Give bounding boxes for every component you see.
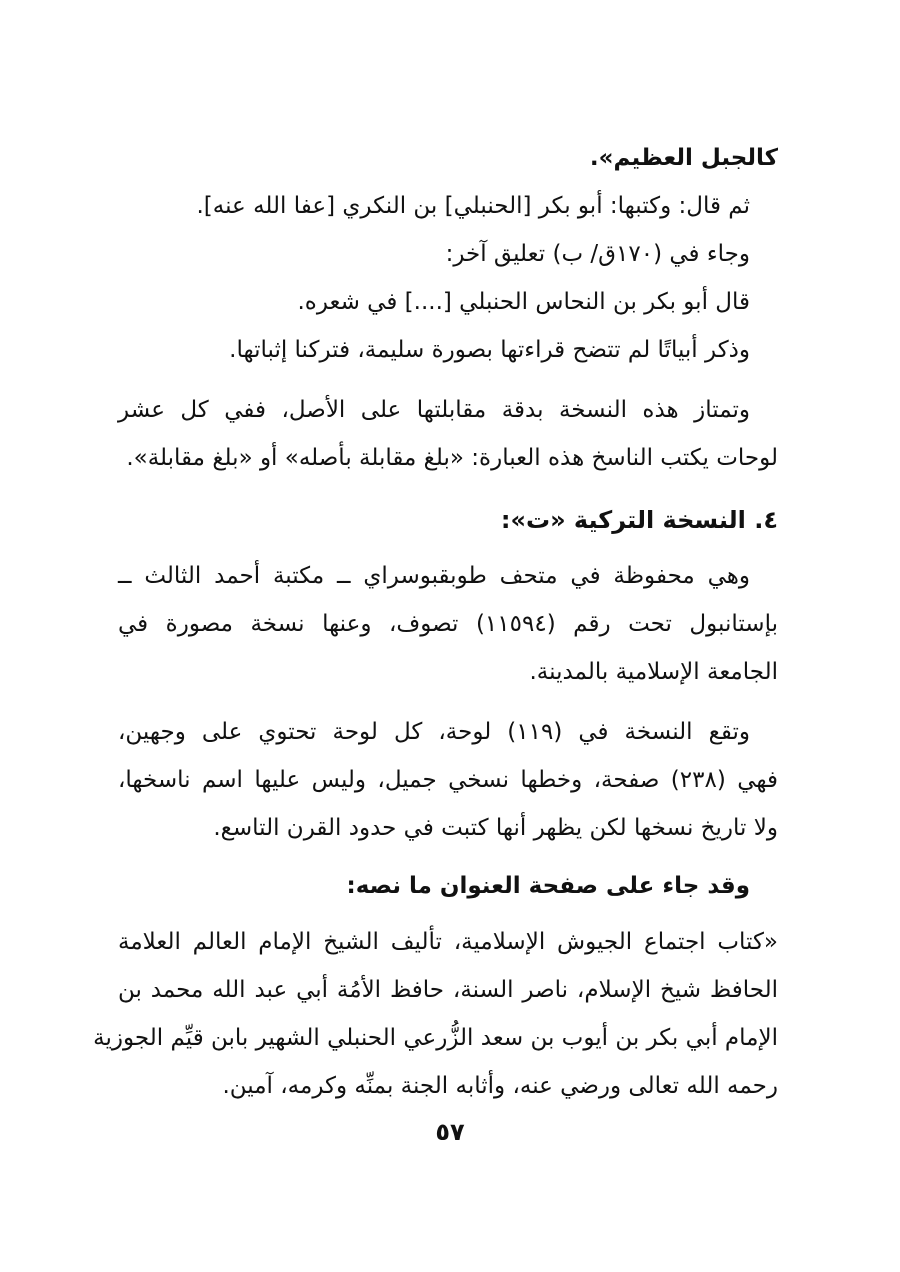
paragraph-title-page-quote xyxy=(93,918,778,1110)
text-line: وجاء في (١٧٠ق/ ب) تعليق آخر: xyxy=(445,241,750,267)
text-line: الحافظ شيخ الإسلام، ناصر السنة، حافظ الأمُة أبي عبد الله محمد بن xyxy=(118,977,778,1003)
heading-text: ٤. النسخة التركية «ت»: xyxy=(500,506,778,534)
text-line: «كتاب اجتماع الجيوش الإسلامية، تأليف الشيخ الإمام العالم العلامة xyxy=(118,929,778,955)
section-heading xyxy=(118,496,778,544)
text-line: ولا تاريخ نسخها لكن يظهر أنها كتبت في حدود القرن التاسع. xyxy=(213,815,778,841)
paragraph-location xyxy=(118,552,778,696)
page-number: ٥٧ xyxy=(435,1118,465,1146)
text-line: ثم قال: وكتبها: أبو بكر [الحنبلي] بن النكري [عفا الله عنه]. xyxy=(196,193,750,219)
text-line: بإستانبول تحت رقم (١١٥٩٤) تصوف، وعنها نسخة مصورة في xyxy=(118,611,778,637)
text-line: الجامعة الإسلامية بالمدينة. xyxy=(529,659,778,685)
paragraph-title-page-intro xyxy=(118,862,778,910)
text-line: قال أبو بكر بن النحاس الحنبلي [....] في شعره. xyxy=(297,289,750,315)
paragraph-manuscript-accuracy xyxy=(118,386,778,482)
text-line: وقد جاء على صفحة العنوان ما نصه: xyxy=(346,873,750,899)
text-line: كالجبل العظيم». xyxy=(589,145,778,171)
text-line: الإمام أبي بكر بن أيوب بن سعد الزُّرعي الحنبلي الشهير بابن قيِّم الجوزية xyxy=(93,1025,778,1051)
text-line: وتقع النسخة في (١١٩) لوحة، كل لوحة تحتوي على وجهين، xyxy=(118,719,751,745)
page-text xyxy=(118,134,778,374)
text-line: فهي (٢٣٨) صفحة، وخطها نسخي جميل، وليس عليها اسم ناسخها، xyxy=(118,767,778,793)
paragraph-description xyxy=(118,708,778,852)
text-line: لوحات يكتب الناسخ هذه العبارة: «بلغ مقابلة بأصله» أو «بلغ مقابلة». xyxy=(126,445,778,471)
text-line: وتمتاز هذه النسخة بدقة مقابلتها على الأصل، ففي كل عشر xyxy=(118,397,750,423)
text-line: وذكر أبياتًا لم تتضح قراءتها بصورة سليمة، فتركنا إثباتها. xyxy=(229,337,750,363)
text-line: وهي محفوظة في متحف طوبقبوسراي ــ مكتبة أحمد الثالث ــ xyxy=(118,563,750,589)
text-line: رحمه الله تعالى ورضي عنه، وأثابه الجنة بمنِّه وكرمه، آمين. xyxy=(222,1073,778,1099)
